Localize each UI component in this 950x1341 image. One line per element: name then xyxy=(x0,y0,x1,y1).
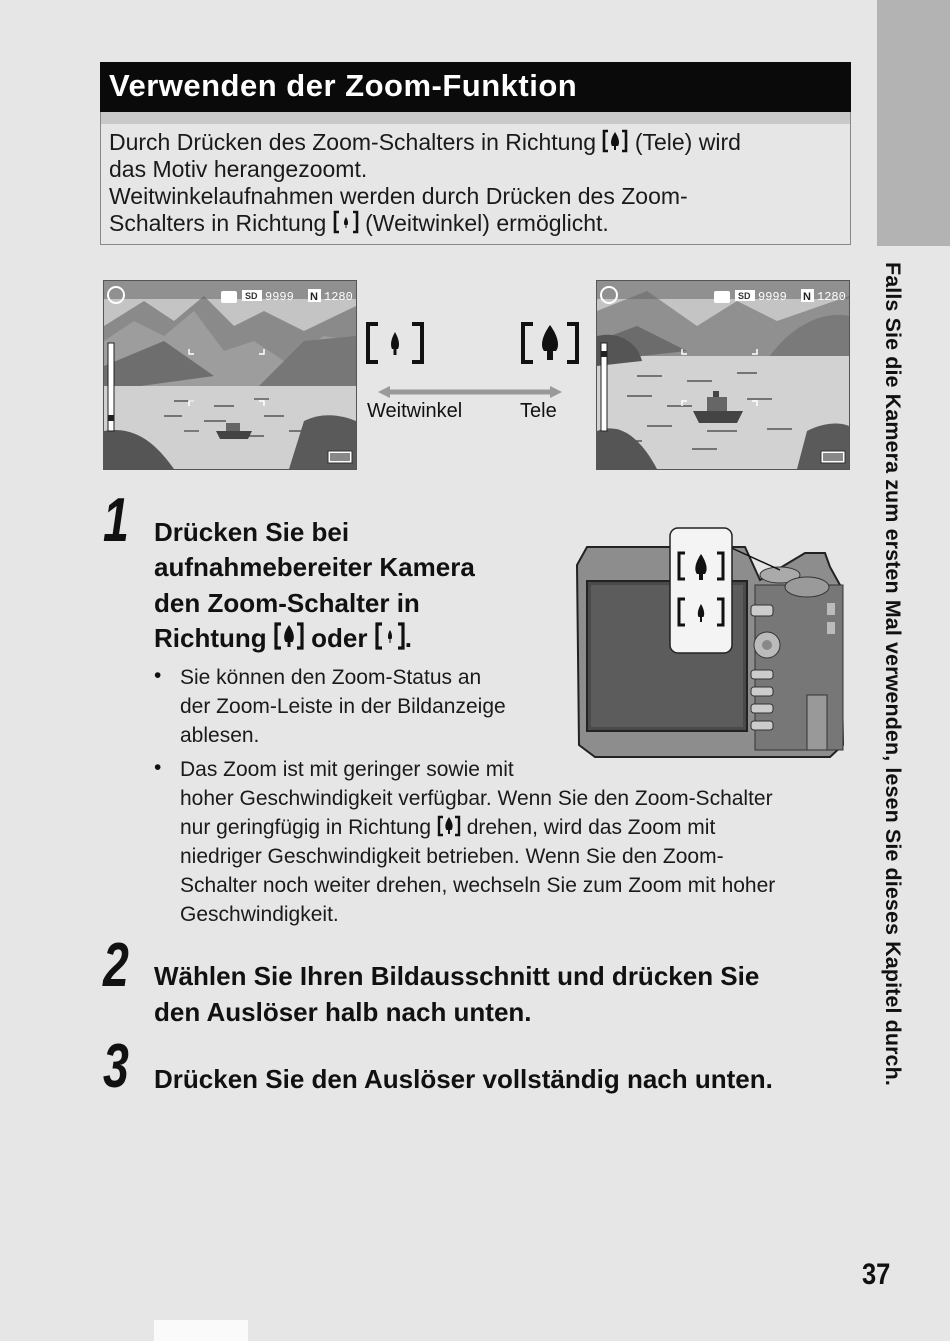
lcd-screen-wide xyxy=(103,280,357,470)
bullet-2-line-3 xyxy=(180,813,715,842)
quality-label: N xyxy=(310,291,318,303)
bullet-2-line-5: Schalter noch weiter drehen, wechseln Sie zum Zoom mit hoher xyxy=(180,874,776,897)
chapter-side-title: Falls Sie die Kamera zum ersten Mal verwenden, lesen Sie dieses Kapitel durch. xyxy=(881,262,905,1086)
step-2-line-2: den Auslöser halb nach unten. xyxy=(154,997,532,1027)
bullet-2-line-1: Das Zoom ist mit geringer sowie mit xyxy=(180,758,514,781)
chapter-tab xyxy=(877,0,950,246)
tele-icon xyxy=(602,129,628,153)
page-number: 37 xyxy=(862,1258,891,1291)
step-1-line-3: den Zoom-Schalter in xyxy=(154,588,420,618)
step-1-line-2: aufnahmebereiter Kamera xyxy=(154,552,475,582)
step-1-line-4 xyxy=(154,621,412,657)
landscape-tele-image xyxy=(597,281,849,469)
step-2-line-1: Wählen Sie Ihren Bildausschnitt und drücken Sie xyxy=(154,961,760,991)
image-size: 1280 xyxy=(817,290,846,304)
bullet-mark: • xyxy=(154,664,162,687)
tele-label: Tele xyxy=(520,400,557,422)
step-3-line-1: Drücken Sie den Auslöser vollständig nach unten. xyxy=(154,1064,773,1094)
lcd-screen-tele xyxy=(596,280,850,470)
wide-label: Weitwinkel xyxy=(367,400,463,422)
wide-icon xyxy=(366,322,424,364)
card-label: SD xyxy=(245,291,258,301)
intro-line-4 xyxy=(109,210,609,237)
tele-icon xyxy=(437,815,461,837)
remaining-shots: 9999 xyxy=(758,290,787,304)
bullet-text: drehen, wird das Zoom mit xyxy=(466,816,716,839)
bullet-mark: • xyxy=(154,756,162,779)
bullet-1-line-3: ablesen. xyxy=(180,724,260,747)
step-number: 1 xyxy=(103,486,129,555)
image-size: 1280 xyxy=(324,290,353,304)
step-number: 2 xyxy=(103,931,129,1000)
step-text-part: Richtung xyxy=(154,623,267,653)
intro-text: Schalters in Richtung xyxy=(109,210,327,236)
tele-icon xyxy=(274,622,304,650)
bullet-1-line-2: der Zoom-Leiste in der Bildanzeige xyxy=(180,695,506,718)
intro-text: (Tele) wird xyxy=(634,129,741,155)
remaining-shots: 9999 xyxy=(265,290,294,304)
step-number: 3 xyxy=(103,1032,129,1101)
tele-icon xyxy=(521,322,579,364)
intro-line-3: Weitwinkelaufnahmen werden durch Drücken des Zoom- xyxy=(109,183,688,209)
intro-text: Durch Drücken des Zoom-Schalters in Richtung xyxy=(109,129,597,155)
camera-illustration xyxy=(575,525,850,765)
landscape-wide-image xyxy=(104,281,356,469)
bullet-2-line-2: hoher Geschwindigkeit verfügbar. Wenn Sie den Zoom-Schalter xyxy=(180,787,773,810)
card-label: SD xyxy=(738,291,751,301)
quality-label: N xyxy=(803,291,811,303)
step-1-line-1: Drücken Sie bei xyxy=(154,517,350,547)
wide-icon xyxy=(375,622,405,650)
intro-text: (Weitwinkel) ermöglicht. xyxy=(365,210,609,236)
step-text-part: . xyxy=(404,623,412,653)
zoom-arrow xyxy=(378,386,562,398)
section-title: Verwenden der Zoom-Funktion xyxy=(109,68,578,103)
wide-icon xyxy=(333,210,359,234)
bullet-text: nur geringfügig in Richtung xyxy=(180,816,431,839)
intro-line-2: das Motiv herangezoomt. xyxy=(109,156,368,182)
bullet-1-line-1: Sie können den Zoom-Status an xyxy=(180,666,482,689)
page-edge-mark xyxy=(154,1320,248,1341)
bullet-2-line-6: Geschwindigkeit. xyxy=(180,903,339,926)
intro-line-1 xyxy=(109,129,741,156)
step-text-part: oder xyxy=(311,623,368,653)
bullet-2-line-4: niedriger Geschwindigkeit betrieben. Wenn Sie den Zoom- xyxy=(180,845,724,868)
